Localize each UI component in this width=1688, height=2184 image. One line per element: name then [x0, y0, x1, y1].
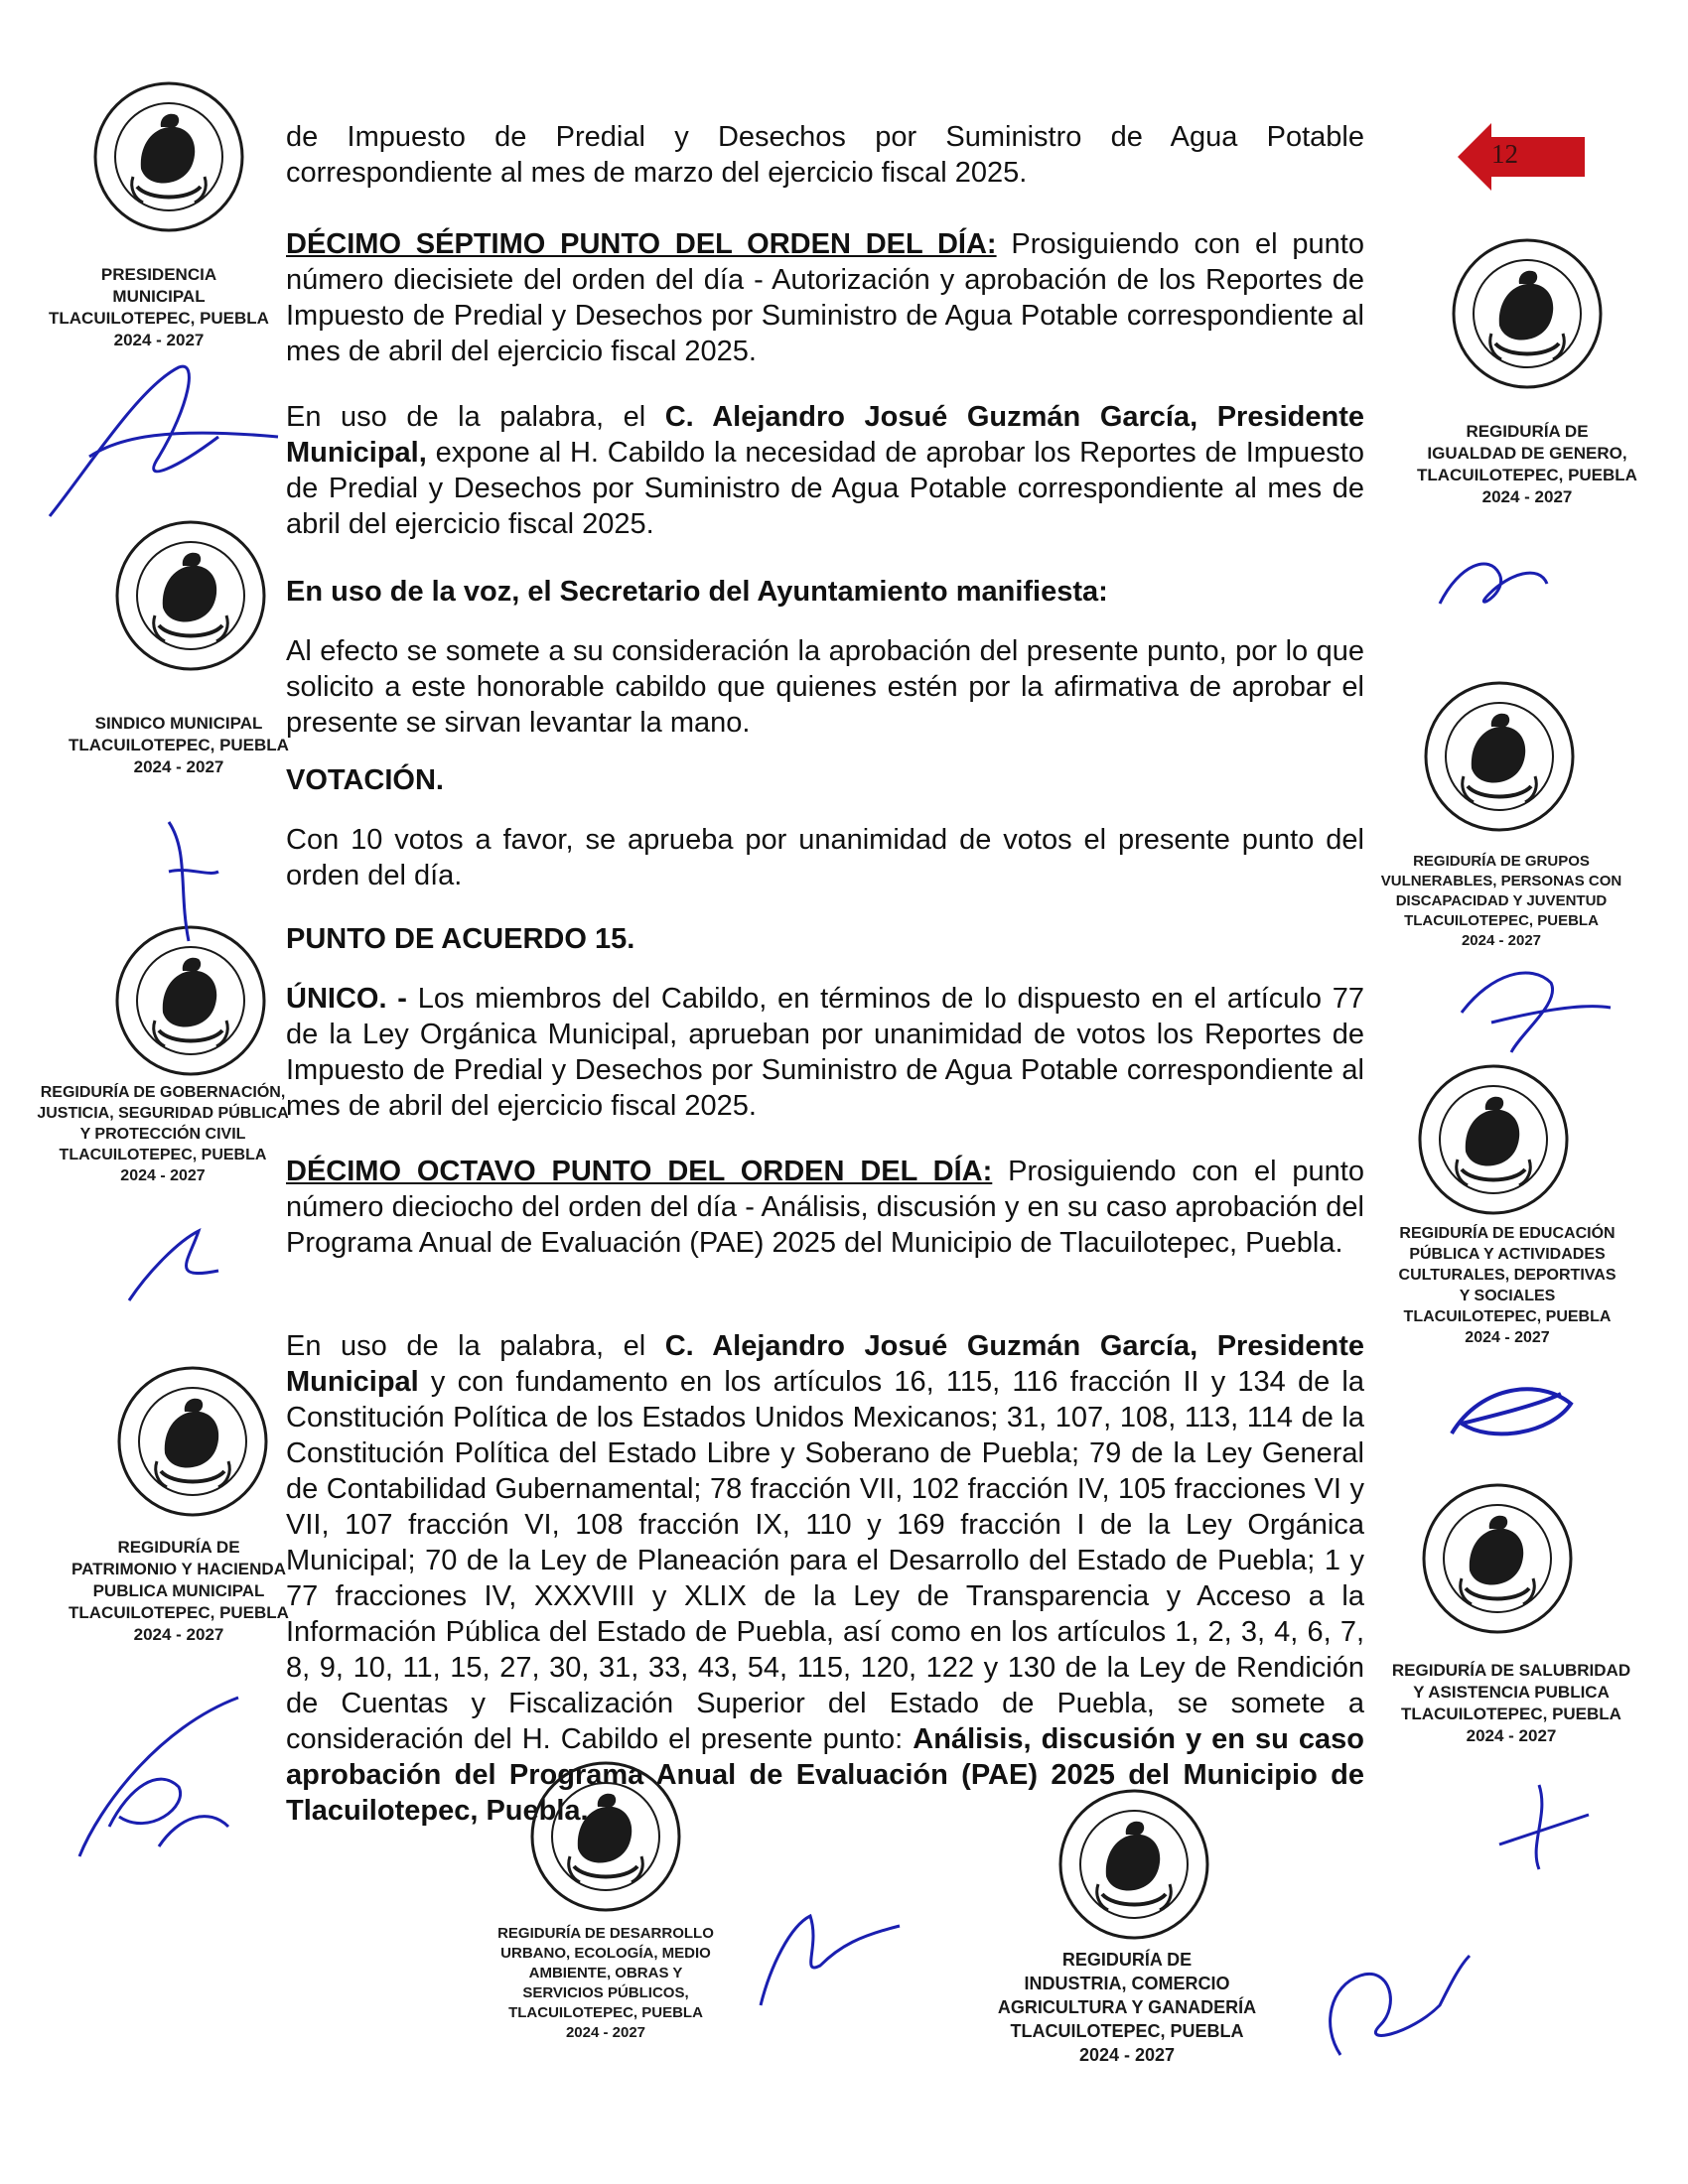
acuerdo-heading: PUNTO DE ACUERDO 15. [286, 923, 635, 955]
grupos-seal-label: REGIDURÍA DE GRUPOS VULNERABLES, PERSONAS CON DISCAPACIDAD Y JUVENTUD TLACUILOTEPEC, PUEBLA 2024 - 2027 [1380, 853, 1622, 949]
desarrollo-seal [526, 1757, 685, 1916]
salubridad-seal-label: REGIDURÍA DE SALUBRIDAD Y ASISTENCIA PUBLICA TLACUILOTEPEC, PUEBLA 2024 - 2027 [1391, 1661, 1631, 1745]
section-17-heading: DÉCIMO SÉPTIMO PUNTO DEL ORDEN DEL DÍA: [286, 228, 997, 260]
unico-label: ÚNICO. - [286, 983, 407, 1015]
signature-desarrollo [751, 1906, 910, 2015]
section-17-text: Prosiguiendo con el punto número diecisiete del orden del día - Autorización y aprobación de los Reportes de Impuesto de Predial y Desechos por Suministro de Agua Potable correspondiente al mes de abril del ejercicio fiscal 2025. [286, 228, 1364, 367]
presidente-name: C. Alejandro Josué Guzmán García, Presidente Municipal, [286, 401, 1364, 469]
signature-gobernacion [119, 1221, 228, 1310]
signature-industria [1321, 1946, 1479, 2075]
paragraph-continuation: de Impuesto de Predial y Desechos por Suministro de Agua Potable correspondiente al mes de marzo del ejercicio fiscal 2025. [286, 121, 1364, 189]
igualdad-seal-label: REGIDURÍA DE IGUALDAD DE GENERO, TLACUILOTEPEC, PUEBLA 2024 - 2027 [1417, 422, 1637, 506]
punto-title: Análisis, discusión y en su caso aprobación del Programa Anual de Evaluación (PAE) 2025 del Municipio de Tlacuilotepec, Puebla. [286, 1723, 1364, 1827]
signature-grupos [1452, 953, 1620, 1062]
votacion-heading: VOTACIÓN. [286, 764, 444, 796]
presidencia-seal [89, 77, 248, 236]
paragraph-consideracion: Al efecto se somete a su consideración la aprobación del presente punto, por lo que solicito a este honorable cabildo que quienes estén por la afirmativa de aprobar el presente se sirvan levantar la mano. [286, 635, 1364, 739]
paragraph-presidente-1: En uso de la palabra, el C. Alejandro Josué Guzmán García, Presidente Municipal, expone al H. Cabildo la necesidad de aprobar los Reportes de Impuesto de Predial y Desechos por Suministro de Agua Potable correspondiente al mes de abril del ejercicio fiscal 2025. [286, 401, 1364, 540]
grupos-seal [1420, 677, 1579, 836]
paragraph-fundamento: En uso de la palabra, el C. Alejandro Josué Guzmán García, Presidente Municipal y con fundamento en los artículos 16, 115, 116 fracción II y 134 de la Constitución Política de los Estados Unidos Mexicanos; 31, 107, 108, 113, 114 de la Constitución Política del Estado Libre y Soberano de Puebla; 79 de la Ley General de Contabilidad Gubernamental; 78 fracción VII, 102 fracción IV, 105 fracciones VI y VII, 107 fracción VI, 108 fracción IX, 110 y 169 fracción I de la Ley Orgánica Municipal; 70 de la Ley de Planeación para el Desarrollo del Estado de Puebla; 1 y 77 fracciones IV, XXXVIII y XLIX de la Ley de Transparencia y Acceso a la Información Pública del Estado de Puebla, así como en los artículos 1, 2, 3, 4, 6, 7, 8, 9, 10, 11, 15, 27, 30, 31, 33, 43, 54, 115, 120, 122 y 130 de la Ley de Rendición de Cuentas y Fiscalización Superior del Estado de Puebla, se somete a consideración del H. Cabildo el presente punto: Análisis, discusión y en su caso aprobación del Programa Anual de Evaluación (PAE) 2025 del Municipio de Tlacuilotepec, Puebla. [286, 1330, 1364, 1827]
igualdad-seal [1448, 234, 1607, 393]
presidente-name: C. Alejandro Josué Guzmán García, Presidente Municipal [286, 1330, 1364, 1398]
patrimonio-seal [113, 1362, 272, 1521]
signature-educacion [1442, 1374, 1581, 1453]
section-18-heading: DÉCIMO OCTAVO PUNTO DEL ORDEN DEL DÍA: [286, 1156, 993, 1187]
patrimonio-seal-label: REGIDURÍA DE PATRIMONIO Y HACIENDA PUBLICA MUNICIPAL TLACUILOTEPEC, PUEBLA 2024 - 2027 [69, 1538, 289, 1644]
secretario-heading: En uso de la voz, el Secretario del Ayuntamiento manifiesta: [286, 576, 1108, 608]
industria-seal [1055, 1785, 1213, 1944]
signature-igualdad [1430, 544, 1559, 623]
unico-paragraph: ÚNICO. - Los miembros del Cabildo, en términos de lo dispuesto en el artículo 77 de la Ley Orgánica Municipal, aprueban por unanimidad de votos los Reportes de Impuesto de Predial y Desechos por Suministro de Agua Potable correspondiente al mes de abril del ejercicio fiscal 2025. [286, 983, 1364, 1122]
section-18-text: Prosiguiendo con el punto número dieciocho del orden del día - Análisis, discusión y en su caso aprobación del Programa Anual de Evaluación (PAE) 2025 del Municipio de Tlacuilotepec, Puebla. [286, 1156, 1364, 1259]
signature-presidente [30, 347, 288, 536]
presidencia-seal-label: PRESIDENCIA MUNICIPAL TLACUILOTEPEC, PUEBLA 2024 - 2027 [49, 265, 269, 349]
sindico-seal-label: SINDICO MUNICIPAL TLACUILOTEPEC, PUEBLA 2024 - 2027 [69, 714, 289, 776]
section-17 [286, 226, 1364, 369]
industria-seal-label: REGIDURÍA DE INDUSTRIA, COMERCIO AGRICULTURA Y GANADERÍA TLACUILOTEPEC, PUEBLA 2024 - 2027 [997, 1950, 1257, 2065]
desarrollo-seal-label: REGIDURÍA DE DESARROLLO URBANO, ECOLOGÍA, MEDIO AMBIENTE, OBRAS Y SERVICIOS PÚBLICOS, TLACUILOTEPEC, PUEBLA 2024 - 2027 [497, 1925, 714, 2041]
page-number: 12 [1491, 139, 1518, 169]
educacion-seal [1414, 1060, 1573, 1219]
signature-patrimonio [60, 1688, 258, 1866]
salubridad-seal [1418, 1479, 1577, 1638]
section-18 [286, 1154, 1364, 1261]
page-number-arrow [1458, 123, 1585, 191]
educacion-seal-label: REGIDURÍA DE EDUCACIÓN PÚBLICA Y ACTIVIDADES CULTURALES, DEPORTIVAS Y SOCIALES TLACUILOTEPEC, PUEBLA 2024 - 2027 [1398, 1225, 1617, 1346]
sindico-seal [111, 516, 270, 675]
gobernacion-seal-label: REGIDURÍA DE GOBERNACIÓN, JUSTICIA, SEGURIDAD PÚBLICA Y PROTECCIÓN CIVIL TLACUILOTEPEC, PUEBLA 2024 - 2027 [37, 1084, 289, 1184]
signature-salubridad [1489, 1775, 1599, 1874]
signature-sindico [149, 812, 238, 951]
paragraph-votos: Con 10 votos a favor, se aprueba por unanimidad de votos el presente punto del orden del día. [286, 824, 1364, 891]
